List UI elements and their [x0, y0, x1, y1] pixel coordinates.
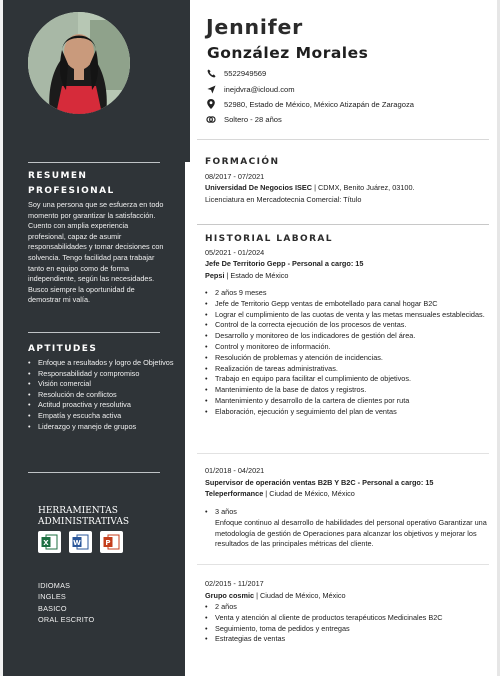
list-item: • Venta y atención al cliente de productos terapéuticos Medicinales B2C: [205, 613, 487, 624]
contact-address: [205, 99, 414, 109]
list-item: • Actitud proactiva y resolutiva: [28, 400, 178, 411]
sidebar-divider: [28, 162, 160, 163]
aptitudes-heading: APTITUDES: [28, 344, 98, 354]
list-item: • Desarrollo y monitoreo de los indicadores de gestión del área.: [205, 331, 487, 342]
list-item: • Trabajo en equipo para facilitar el cumplimiento de objetivos.: [205, 374, 487, 385]
profile-photo: [28, 12, 130, 114]
job-2-place: | Ciudad de México, México: [263, 489, 355, 498]
job-2-role: [205, 478, 490, 489]
excel-icon: [38, 531, 61, 553]
formacion-heading: FORMACIÓN: [205, 157, 280, 167]
list-item: • Elaboración, ejecución y seguimiento del plan de ventas: [205, 407, 487, 418]
job-3-company-line: [205, 591, 490, 602]
list-item: • Responsabilidad y compromiso: [28, 369, 178, 380]
list-item: • Enfoque a resultados y logro de Objetivos: [28, 358, 178, 369]
list-item: • 3 años: [205, 507, 487, 518]
contact-status: [205, 114, 282, 124]
list-item: • Seguimiento, toma de pedidos y entregas: [205, 624, 487, 635]
list-item: BASICO: [38, 603, 67, 613]
job-3-company: Grupo cosmic: [205, 591, 255, 600]
excel-letter: X: [43, 539, 49, 547]
list-item: • 2 años 9 meses: [205, 288, 487, 299]
email-link[interactable]: inejdvra@icloud.com: [224, 84, 295, 94]
list-item: • Control y monitoreo de información.: [205, 342, 487, 353]
send-icon: [205, 84, 217, 94]
job-2-bullets: [205, 507, 487, 518]
job-3-dates: 02/2015 - 11/2017: [205, 579, 264, 588]
formacion-location: | CDMX, Benito Juárez, 03100.: [312, 183, 415, 192]
list-item: • Lograr el cumplimiento de las cuotas de venta y las metas mensuales establecidas.: [205, 310, 487, 321]
last-name: González Morales: [207, 44, 369, 62]
list-item: • Empatía y escucha activa: [28, 411, 178, 422]
idiomas-heading: IDIOMAS: [38, 581, 71, 590]
idiomas-list: [38, 580, 94, 626]
job-2-dates: 01/2018 - 04/2021: [205, 466, 265, 475]
list-item: • Resolución de conflictos: [28, 390, 178, 401]
list-item: • Resolución de problemas y atención de incidencias.: [205, 353, 487, 364]
list-item: • Mantenimiento de la base de datos y registros.: [205, 385, 487, 396]
formacion-degree: Licenciatura en Mercadotecnia Comercial: Título: [205, 195, 362, 204]
rings-icon: [205, 114, 217, 124]
job-1-role-text: Jefe De Territorio Gepp - Personal a cargo: 15: [205, 259, 364, 268]
resumen-text: Soy una persona que se esfuerza en todo momento por garantizar la satisfacción. Cuento con amplia experiencia profesional, capaz de asumir responsabilidades y tomar decisiones con solvencia. Tengo facilidad para trabajar tanto en equipo como de forma independiente, según las necesidades. Busco siempre la oportunidad de demostrar mi valía.: [28, 200, 164, 305]
list-item: • Realización de tareas administrativas.: [205, 364, 487, 375]
job-3-place: | Ciudad de México, México: [254, 591, 346, 600]
phone-link[interactable]: 5522949569: [224, 68, 267, 78]
herramientas-heading: HERRAMIENTAS ADMINISTRATIVAS: [38, 506, 129, 527]
list-item: INGLES: [38, 592, 66, 602]
powerpoint-letter: P: [105, 539, 111, 547]
job-1-bullets: [205, 288, 487, 418]
formacion-school-line: [205, 183, 490, 194]
header-divider: [197, 139, 489, 140]
historial-heading: HISTORIAL LABORAL: [205, 234, 333, 244]
app-icons-row: [38, 531, 123, 553]
list-item: • Estrategias de ventas: [205, 634, 487, 645]
resumen-heading-line1: RESUMEN: [28, 171, 88, 181]
profile-photo-illustration: [28, 12, 130, 114]
contact-phone: [205, 68, 266, 78]
job-1-place: | Estado de México: [224, 271, 289, 280]
phone-icon: [205, 68, 217, 78]
resumen-heading-line2: PROFESIONAL: [28, 186, 115, 196]
formacion-school: Universidad De Negocios ISEC: [205, 183, 313, 192]
job-2-role-text: Supervisor de operación ventas B2B Y B2C - Personal a cargo: 15: [205, 478, 434, 487]
list-item: ORAL ESCRITO: [38, 615, 95, 625]
job-1-company: Pepsi: [205, 271, 225, 280]
list-item: • Jefe de Territorio Gepp ventas de embotellado para canal hogar B2C: [205, 299, 487, 310]
job-2-company: Teleperformance: [205, 489, 264, 498]
list-item: • Liderazgo y manejo de grupos: [28, 422, 178, 433]
job-2-company-line: [205, 489, 490, 500]
formacion-dates: 08/2017 - 07/2021: [205, 172, 265, 181]
section-divider: [197, 453, 489, 454]
list-item: • Visión comercial: [28, 379, 178, 390]
address-text: 52980, Estado de México, México Atizapán de Zaragoza: [224, 99, 414, 109]
sidebar-divider: [28, 472, 160, 473]
section-divider: [197, 224, 489, 225]
word-icon: [69, 531, 92, 553]
aptitudes-list: [28, 358, 178, 432]
list-item: • Control de la correcta ejecución de los procesos de ventas.: [205, 320, 487, 331]
job-1-role: [205, 259, 490, 270]
list-item: • Mantenimiento y desarrollo de la cartera de clientes por ruta: [205, 396, 487, 407]
sidebar-header-tab: [185, 0, 190, 162]
word-letter: W: [73, 539, 81, 547]
location-pin-icon: [205, 99, 217, 109]
section-divider: [197, 564, 489, 565]
powerpoint-icon: [100, 531, 123, 553]
list-item: • 2 años: [205, 602, 487, 613]
job-1-dates: 05/2021 - 01/2024: [205, 248, 265, 257]
sidebar-divider: [28, 332, 160, 333]
status-text: Soltero - 28 años: [224, 114, 282, 124]
job-2-paragraph: Enfoque continuo al desarrollo de habilidades del personal operativo Garantizar una metodología de gestión de Operaciones para alcanzar los objetivos y mejorar los resultados de las principales métricas del cliente.: [215, 518, 487, 549]
contact-email: [205, 84, 295, 94]
job-1-company-line: [205, 271, 490, 282]
job-3-bullets: [205, 602, 487, 645]
first-name: Jennifer: [206, 15, 304, 39]
